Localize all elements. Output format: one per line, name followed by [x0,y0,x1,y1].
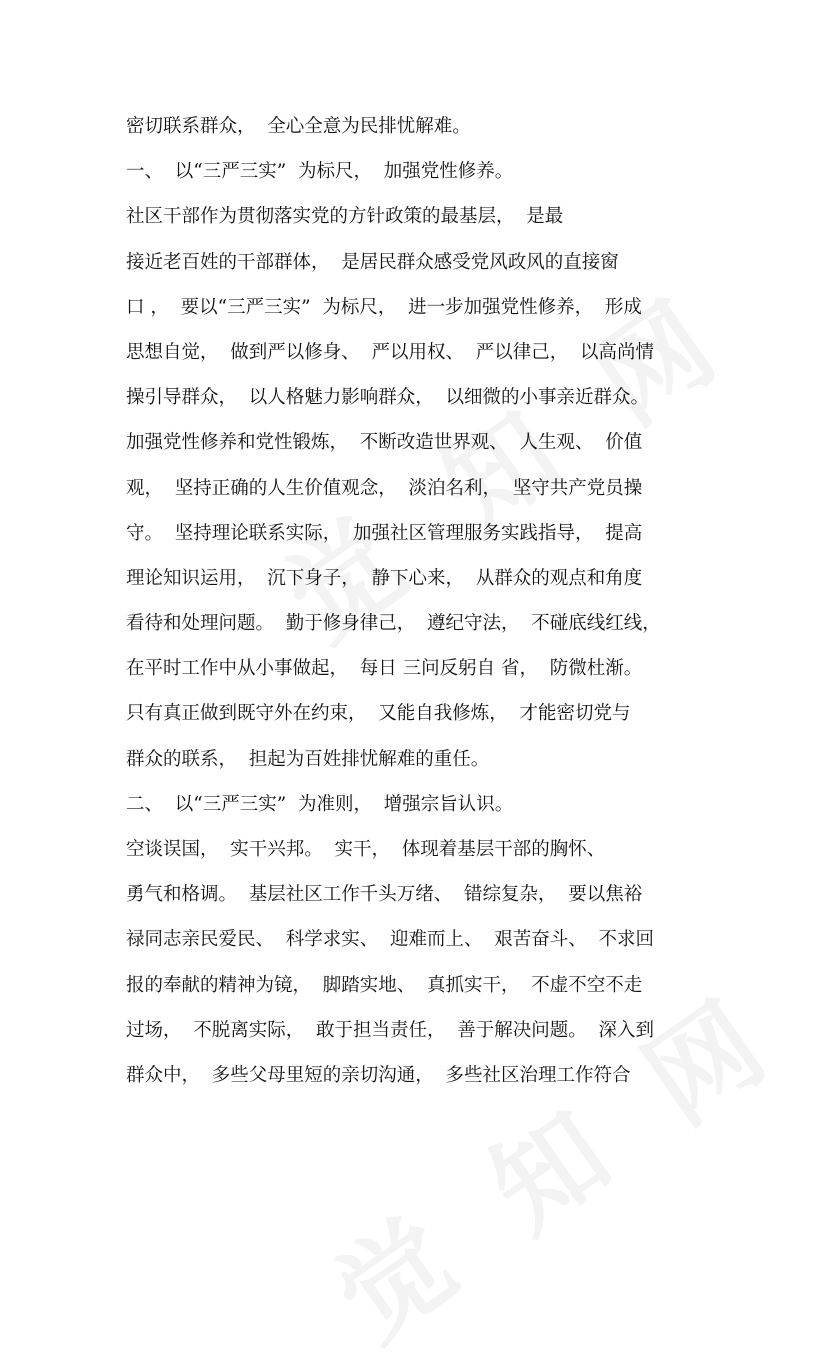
text-line: 思想自觉， 做到严以修身、 严以用权、 严以律己， 以高尚情 [126,341,655,363]
text-line: 过场， 不脱离实际， 敢于担当责任， 善于解决问题。 深入到 [126,1019,655,1041]
section-heading: 二、 以“三严三实” 为准则， 增强宗旨认识。 [126,793,514,815]
text-line: 密切联系群众， 全心全意为民排忧解难。 [126,116,471,137]
text-line: 理论知识运用， 沉下身子， 静下心来， 从群众的观点和角度 [126,567,643,589]
text-line: 群众的联系， 担起为百姓排忧解难的重任。 [126,748,490,770]
text-line: 在平时工作中从小事做起， 每日 三问反躬自 省， 防微杜渐。 [126,658,643,680]
section-heading: 一、 以“三严三实” 为标尺， 加强党性修养。 [126,161,514,183]
text-line: 报的奉献的精神为镜， 脚踏实地、 真抓实干， 不虚不空不走 [126,974,643,996]
text-line: 口 ， 要以“三严三实” 为标尺， 进一步加强党性修养， 形成 [126,296,642,318]
text-line: 操引导群众， 以人格魅力影响群众， 以细微的小事亲近群众。 [126,387,650,409]
text-line: 看待和处理问题。 勤于修身律己， 遵纪守法， 不碰底线红线， [126,613,661,635]
text-line: 社区干部作为贯彻落实党的方针政策的最基层， 是最 [126,206,564,228]
text-line: 禄同志亲民爱民、 科学求实、 迎难而上、 艰苦奋斗、 不求回 [126,929,655,951]
text-line: 群众中， 多些父母里短的亲切沟通， 多些社区治理工作符合 [126,1064,631,1086]
document-body [126,104,706,1098]
text-line: 接近老百姓的干部群体， 是居民群众感受党风政风的直接窗 [126,251,619,273]
text-line: 勇气和格调。 基层社区工作千头万绪、 错综复杂， 要以焦裕 [126,884,643,906]
text-line: 守。 坚持理论联系实际， 加强社区管理服务实践指导， 提高 [126,522,643,544]
text-line: 空谈误国， 实干兴邦。 实干， 体现着基层干部的胸怀、 [126,839,606,860]
text-line: 只有真正做到既守外在约束， 又能自我修炼， 才能密切党与 [126,703,631,725]
text-line: 加强党性修养和党性锻炼， 不断改造世界观、 人生观、 价值 [126,432,643,454]
text-line: 观， 坚持正确的人生价值观念， 淡泊名利， 坚守共产党员操 [126,477,643,499]
